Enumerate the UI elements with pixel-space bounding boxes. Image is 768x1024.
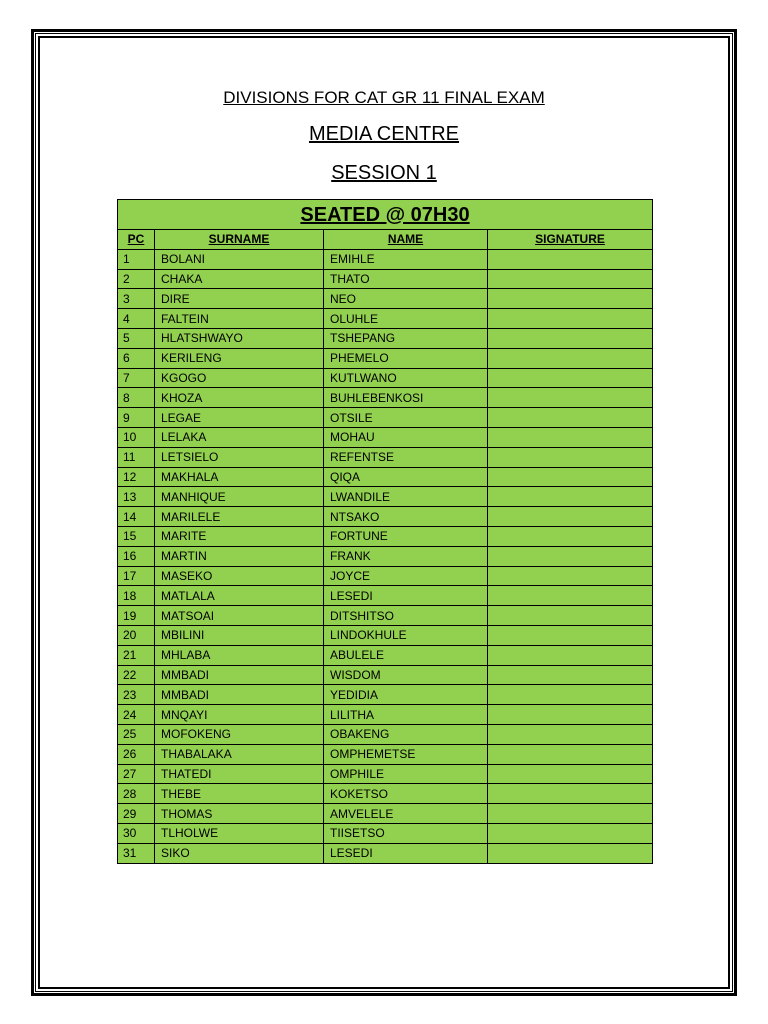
table-row — [118, 368, 653, 388]
table-row — [118, 606, 653, 626]
signature-cell[interactable] — [488, 586, 653, 606]
table-row — [118, 309, 653, 329]
pc-cell: 13 — [118, 487, 155, 507]
pc-cell: 8 — [118, 388, 155, 408]
pc-cell: 29 — [118, 804, 155, 824]
pc-cell: 14 — [118, 507, 155, 527]
name-cell: MOHAU — [324, 427, 488, 447]
table-row — [118, 645, 653, 665]
surname-cell: BOLANI — [155, 249, 324, 269]
signature-cell[interactable] — [488, 507, 653, 527]
name-cell: FORTUNE — [324, 526, 488, 546]
name-cell: PHEMELO — [324, 348, 488, 368]
surname-cell: MNQAYI — [155, 705, 324, 725]
table-banner-row — [118, 200, 653, 230]
signature-cell[interactable] — [488, 447, 653, 467]
table-row — [118, 685, 653, 705]
table-row — [118, 388, 653, 408]
surname-cell: MARTIN — [155, 546, 324, 566]
table-row — [118, 586, 653, 606]
name-cell: OMPHILE — [324, 764, 488, 784]
name-cell: KUTLWANO — [324, 368, 488, 388]
signature-cell[interactable] — [488, 289, 653, 309]
column-header-pc: PC — [118, 230, 155, 250]
surname-cell: KERILENG — [155, 348, 324, 368]
table-row — [118, 487, 653, 507]
pc-cell: 2 — [118, 269, 155, 289]
pc-cell: 25 — [118, 724, 155, 744]
surname-cell: KGOGO — [155, 368, 324, 388]
surname-cell: KHOZA — [155, 388, 324, 408]
signature-cell[interactable] — [488, 388, 653, 408]
seating-table-container — [117, 199, 652, 864]
name-cell: OBAKENG — [324, 724, 488, 744]
seating-time-banner: SEATED @ 07H30 — [118, 200, 653, 230]
signature-cell[interactable] — [488, 566, 653, 586]
name-cell: WISDOM — [324, 665, 488, 685]
name-cell: THATO — [324, 269, 488, 289]
signature-cell[interactable] — [488, 487, 653, 507]
name-cell: REFENTSE — [324, 447, 488, 467]
surname-cell: MARITE — [155, 526, 324, 546]
table-row — [118, 269, 653, 289]
table-body — [118, 249, 653, 863]
surname-cell: MATLALA — [155, 586, 324, 606]
name-cell: LINDOKHULE — [324, 625, 488, 645]
column-header-name: NAME — [324, 230, 488, 250]
name-cell: NEO — [324, 289, 488, 309]
name-cell: FRANK — [324, 546, 488, 566]
pc-cell: 20 — [118, 625, 155, 645]
table-row — [118, 724, 653, 744]
surname-cell: DIRE — [155, 289, 324, 309]
table-row — [118, 843, 653, 863]
surname-cell: MATSOAI — [155, 606, 324, 626]
surname-cell: THABALAKA — [155, 744, 324, 764]
surname-cell: CHAKA — [155, 269, 324, 289]
surname-cell: SIKO — [155, 843, 324, 863]
signature-cell[interactable] — [488, 764, 653, 784]
table-row — [118, 447, 653, 467]
surname-cell: MANHIQUE — [155, 487, 324, 507]
table-header-row — [118, 230, 653, 250]
pc-cell: 18 — [118, 586, 155, 606]
table-row — [118, 249, 653, 269]
signature-cell[interactable] — [488, 705, 653, 725]
table-row — [118, 566, 653, 586]
signature-cell[interactable] — [488, 328, 653, 348]
name-cell: LILITHA — [324, 705, 488, 725]
surname-cell: MARILELE — [155, 507, 324, 527]
pc-cell: 4 — [118, 309, 155, 329]
pc-cell: 31 — [118, 843, 155, 863]
signature-cell[interactable] — [488, 467, 653, 487]
pc-cell: 27 — [118, 764, 155, 784]
name-cell: NTSAKO — [324, 507, 488, 527]
surname-cell: MHLABA — [155, 645, 324, 665]
table-row — [118, 289, 653, 309]
signature-cell[interactable] — [488, 249, 653, 269]
table-row — [118, 784, 653, 804]
name-cell: DITSHITSO — [324, 606, 488, 626]
signature-cell[interactable] — [488, 606, 653, 626]
name-cell: ABULELE — [324, 645, 488, 665]
signature-cell[interactable] — [488, 744, 653, 764]
column-header-signature: SIGNATURE — [488, 230, 653, 250]
surname-cell: HLATSHWAYO — [155, 328, 324, 348]
surname-cell: MOFOKENG — [155, 724, 324, 744]
surname-cell: FALTEIN — [155, 309, 324, 329]
surname-cell: MBILINI — [155, 625, 324, 645]
name-cell: LWANDILE — [324, 487, 488, 507]
signature-cell[interactable] — [488, 408, 653, 428]
name-cell: OLUHLE — [324, 309, 488, 329]
name-cell: AMVELELE — [324, 804, 488, 824]
pc-cell: 24 — [118, 705, 155, 725]
table-row — [118, 764, 653, 784]
table-row — [118, 823, 653, 843]
pc-cell: 11 — [118, 447, 155, 467]
pc-cell: 23 — [118, 685, 155, 705]
signature-cell[interactable] — [488, 546, 653, 566]
signature-cell[interactable] — [488, 368, 653, 388]
signature-cell[interactable] — [488, 685, 653, 705]
pc-cell: 30 — [118, 823, 155, 843]
pc-cell: 16 — [118, 546, 155, 566]
name-cell: YEDIDIA — [324, 685, 488, 705]
table-row — [118, 408, 653, 428]
venue-heading: MEDIA CENTRE — [308, 123, 460, 145]
pc-cell: 17 — [118, 566, 155, 586]
pc-cell: 10 — [118, 427, 155, 447]
table-row — [118, 546, 653, 566]
name-cell: KOKETSO — [324, 784, 488, 804]
surname-cell: MMBADI — [155, 685, 324, 705]
seating-table — [117, 199, 653, 864]
pc-cell: 7 — [118, 368, 155, 388]
pc-cell: 1 — [118, 249, 155, 269]
table-row — [118, 427, 653, 447]
table-row — [118, 744, 653, 764]
signature-cell[interactable] — [488, 665, 653, 685]
signature-cell[interactable] — [488, 843, 653, 863]
pc-cell: 9 — [118, 408, 155, 428]
signature-cell[interactable] — [488, 784, 653, 804]
signature-cell[interactable] — [488, 823, 653, 843]
surname-cell: LEGAE — [155, 408, 324, 428]
pc-cell: 15 — [118, 526, 155, 546]
surname-cell: MMBADI — [155, 665, 324, 685]
pc-cell: 28 — [118, 784, 155, 804]
signature-cell[interactable] — [488, 526, 653, 546]
document-title: DIVISIONS FOR CAT GR 11 FINAL EXAM — [223, 88, 545, 107]
signature-cell[interactable] — [488, 427, 653, 447]
signature-cell[interactable] — [488, 724, 653, 744]
name-cell: QIQA — [324, 467, 488, 487]
pc-cell: 19 — [118, 606, 155, 626]
name-cell: EMIHLE — [324, 249, 488, 269]
table-row — [118, 665, 653, 685]
surname-cell: MAKHALA — [155, 467, 324, 487]
pc-cell: 6 — [118, 348, 155, 368]
table-row — [118, 348, 653, 368]
name-cell: JOYCE — [324, 566, 488, 586]
signature-cell[interactable] — [488, 645, 653, 665]
name-cell: BUHLEBENKOSI — [324, 388, 488, 408]
table-row — [118, 526, 653, 546]
surname-cell: MASEKO — [155, 566, 324, 586]
session-heading: SESSION 1 — [331, 162, 437, 184]
surname-cell: THEBE — [155, 784, 324, 804]
pc-cell: 26 — [118, 744, 155, 764]
name-cell: LESEDI — [324, 586, 488, 606]
table-row — [118, 804, 653, 824]
table-row — [118, 705, 653, 725]
table-row — [118, 328, 653, 348]
surname-cell: LELAKA — [155, 427, 324, 447]
signature-cell[interactable] — [488, 269, 653, 289]
pc-cell: 5 — [118, 328, 155, 348]
signature-cell[interactable] — [488, 348, 653, 368]
pc-cell: 22 — [118, 665, 155, 685]
name-cell: TSHEPANG — [324, 328, 488, 348]
surname-cell: LETSIELO — [155, 447, 324, 467]
name-cell: TIISETSO — [324, 823, 488, 843]
surname-cell: THATEDI — [155, 764, 324, 784]
signature-cell[interactable] — [488, 309, 653, 329]
surname-cell: THOMAS — [155, 804, 324, 824]
table-row — [118, 467, 653, 487]
pc-cell: 12 — [118, 467, 155, 487]
column-header-surname: SURNAME — [155, 230, 324, 250]
signature-cell[interactable] — [488, 625, 653, 645]
table-row — [118, 507, 653, 527]
surname-cell: TLHOLWE — [155, 823, 324, 843]
name-cell: OMPHEMETSE — [324, 744, 488, 764]
signature-cell[interactable] — [488, 804, 653, 824]
name-cell: LESEDI — [324, 843, 488, 863]
pc-cell: 21 — [118, 645, 155, 665]
name-cell: OTSILE — [324, 408, 488, 428]
pc-cell: 3 — [118, 289, 155, 309]
table-row — [118, 625, 653, 645]
